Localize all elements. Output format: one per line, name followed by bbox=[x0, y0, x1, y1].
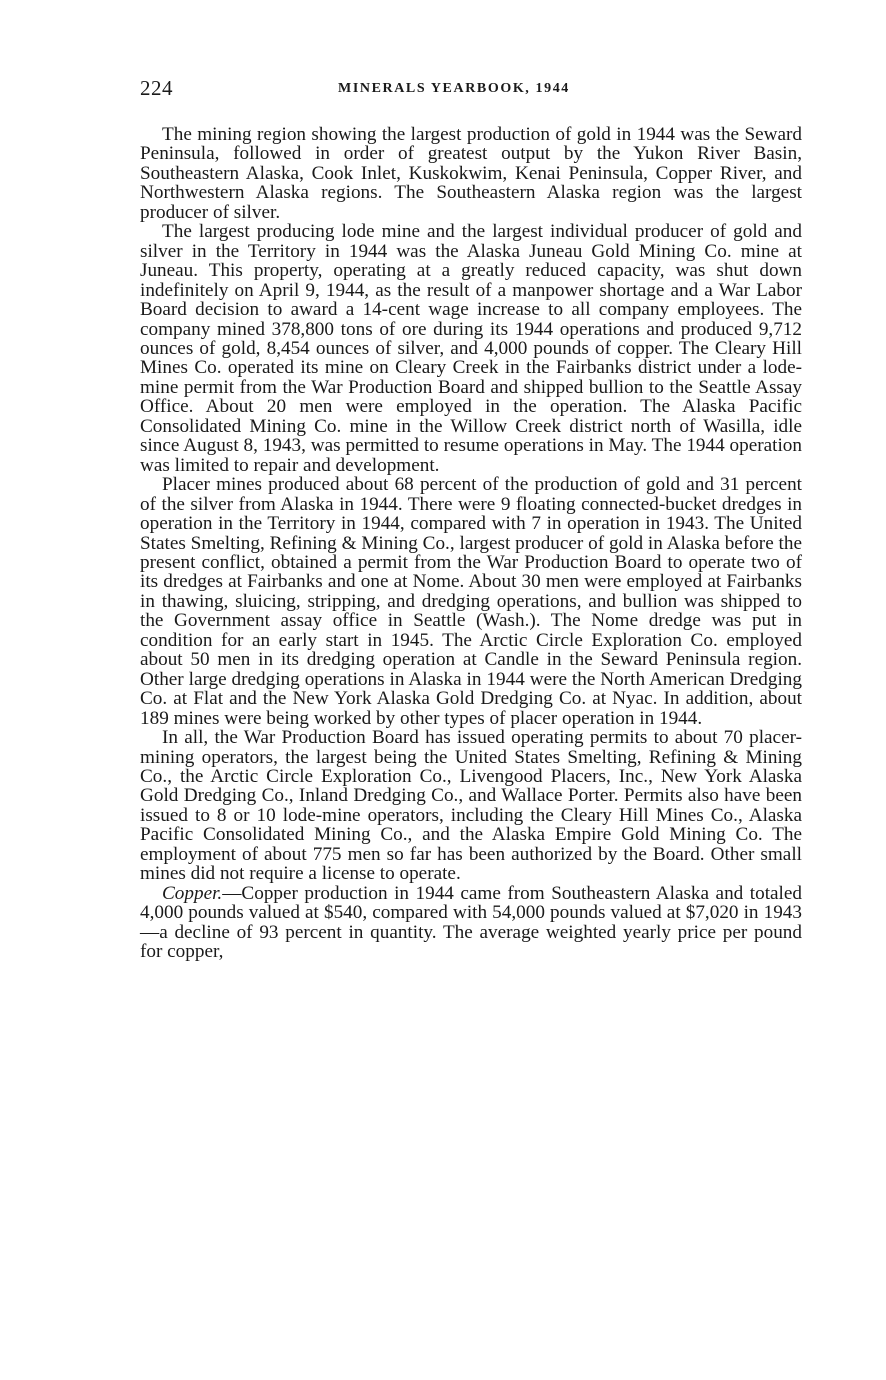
body-text bbox=[140, 125, 802, 961]
page-number: 224 bbox=[140, 76, 173, 100]
paragraph-text: Placer mines produced about 68 percent of the production of gold and 31 percent of the silver from Alaska in 1944. There were 9 floating connected-bucket dredges in operation in the Territory in 1944, compared with 7 in operation in 1943. The United States Smelting, Refining & Mining Co., largest producer of gold in Alaska before the present conflict, obtained a permit from the War Production Board to operate two of its dredges at Fairbanks and one at Nome. About 30 men were employed at Fairbanks in thawing, sluicing, stripping, and dredging operations, and bullion was shipped to the Government assay office in Seattle (Wash.). The Nome dredge was put in condition for an early start in 1945. The Arctic Circle Exploration Co. employed about 50 men in its dredging operation at Candle in the Seward Peninsula region. Other large dredging operations in Alaska in 1944 were the North American Dredging Co. at Flat and the New York Alaska Gold Dredging Co. at Nyac. In addition, about 189 mines were being worked by other types of placer operation in 1944. bbox=[140, 474, 802, 729]
paragraph-placer-mines bbox=[140, 475, 802, 728]
paragraph-gold-regions bbox=[140, 125, 802, 222]
paragraph-lode-mines bbox=[140, 222, 802, 475]
paragraph-text: The mining region showing the largest production of gold in 1944 was the Seward Peninsula, followed in order of greatest output by the Yukon River Basin, Southeastern Alaska, Cook Inlet, Kuskokwim, Kenai Peninsula, Copper River, and Northwestern Alaska regions. The Southeastern Alaska region was the largest producer of silver. bbox=[140, 124, 802, 223]
page-header bbox=[140, 76, 805, 104]
running-head: MINERALS YEARBOOK, 1944 bbox=[338, 81, 570, 96]
paragraph-text: The largest producing lode mine and the largest individual producer of gold and silver in the Territory in 1944 was the Alaska Juneau Gold Mining Co. mine at Juneau. This property, operating at a greatly reduced capacity, was shut down indefinitely on April 9, 1944, as the result of a manpower shortage and a War Labor Board decision to award a 14-cent wage increase to all company employees. The company mined 378,800 tons of ore during its 1944 operations and produced 9,712 ounces of gold, 8,454 ounces of silver, and 4,000 pounds of copper. The Cleary Hill Mines Co. operated its mine on Cleary Creek in the Fairbanks district under a lode-mine permit from the War Production Board and shipped bullion to the Seattle Assay Office. About 20 men were employed in the operation. The Alaska Pacific Consolidated Mining Co. mine in the Willow Creek district north of Wasilla, idle since August 8, 1943, was permitted to resume operations in May. The 1944 operation was limited to repair and development. bbox=[140, 221, 802, 476]
paragraph-operating-permits bbox=[140, 728, 802, 884]
paragraph-text: In all, the War Production Board has issued operating permits to about 70 placer-mining operators, the largest being the United States Smelting, Refining & Mining Co., the Arctic Circle Exploration Co., Livengood Placers, Inc., New York Alaska Gold Dredging Co., Inland Dredging Co., and Wallace Porter. Permits also have been issued to 8 or 10 lode-mine operators, including the Cleary Hill Mines Co., Alaska Pacific Consolidated Mining Co., and the Alaska Empire Gold Mining Co. The employment of about 775 men so far has been authorized by the Board. Other small mines did not require a license to operate. bbox=[140, 727, 802, 885]
copper-subhead: Copper. bbox=[162, 882, 223, 904]
paragraph-copper bbox=[140, 884, 802, 962]
paragraph-text: —Copper production in 1944 came from Southeastern Alaska and totaled 4,000 pounds valued at $540, compared with 54,000 pounds valued at $7,020 in 1943—a decline of 93 percent in quantity. The average weighted yearly price per pound for copper, bbox=[140, 882, 802, 963]
